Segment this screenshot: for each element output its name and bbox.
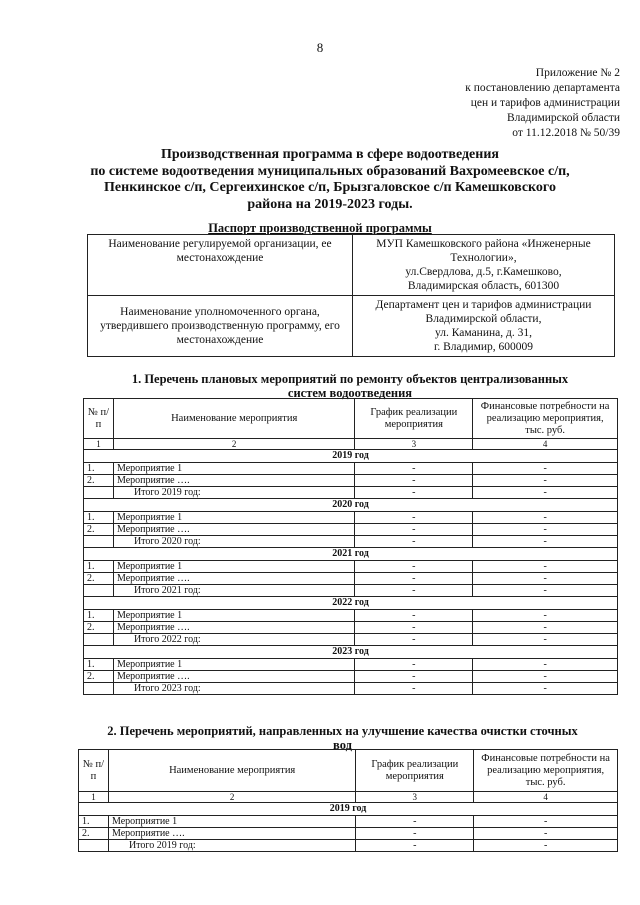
schedule-value: - bbox=[355, 573, 473, 585]
column-number: 4 bbox=[474, 792, 618, 803]
row-number: 2. bbox=[79, 828, 109, 840]
measure-name: Мероприятие …. bbox=[113, 475, 354, 487]
column-number: 3 bbox=[355, 439, 473, 450]
column-number-row bbox=[79, 792, 618, 803]
total-row bbox=[84, 683, 618, 695]
column-number: 4 bbox=[473, 439, 618, 450]
table-header-row bbox=[79, 750, 618, 792]
total-label: Итого 2020 год: bbox=[113, 536, 354, 548]
section1-table bbox=[83, 398, 618, 695]
finance-value: - bbox=[473, 561, 618, 573]
org-value bbox=[353, 235, 615, 296]
total-label: Итого 2023 год: bbox=[113, 683, 354, 695]
section-title-line: вод bbox=[333, 738, 352, 752]
table-row bbox=[79, 828, 618, 840]
header-finance: Финансовые потребности на реализацию мероприятия, тыс. руб. bbox=[474, 750, 618, 792]
table-row bbox=[84, 475, 618, 487]
total-row bbox=[84, 536, 618, 548]
header-num: № п/п bbox=[79, 750, 109, 792]
row-number: 1. bbox=[84, 610, 114, 622]
table-row bbox=[84, 671, 618, 683]
total-row bbox=[79, 840, 618, 852]
total-finance: - bbox=[473, 487, 618, 499]
table-row bbox=[84, 561, 618, 573]
schedule-value: - bbox=[356, 816, 474, 828]
column-number: 2 bbox=[113, 439, 354, 450]
finance-value: - bbox=[473, 573, 618, 585]
schedule-value: - bbox=[355, 475, 473, 487]
row-number bbox=[84, 683, 114, 695]
section2-table-wrap bbox=[78, 749, 618, 852]
row-number bbox=[84, 585, 114, 597]
schedule-value: - bbox=[355, 524, 473, 536]
title-line: по системе водоотведения муниципальных образований Вахромеевское с/п, bbox=[90, 163, 570, 179]
table-header-row bbox=[84, 399, 618, 439]
org-line: Технологии», bbox=[450, 252, 517, 264]
year-row bbox=[79, 803, 618, 816]
total-row bbox=[84, 487, 618, 499]
table-row bbox=[84, 463, 618, 475]
finance-value: - bbox=[473, 622, 618, 634]
total-label: Итого 2019 год: bbox=[108, 840, 355, 852]
row-number bbox=[84, 634, 114, 646]
header-name: Наименование мероприятия bbox=[113, 399, 354, 439]
authority-line: г. Владимир, 600009 bbox=[433, 341, 534, 353]
total-finance: - bbox=[473, 536, 618, 548]
schedule-value: - bbox=[355, 622, 473, 634]
section-title-line: 2. Перечень мероприятий, направленных на улучшение качества очистки сточных bbox=[107, 724, 578, 738]
appendix-line: от 11.12.2018 № 50/39 bbox=[512, 127, 620, 139]
page-number: 8 bbox=[316, 40, 324, 55]
row-number bbox=[84, 536, 114, 548]
appendix-line: цен и тарифов администрации bbox=[470, 97, 620, 109]
document-title bbox=[70, 147, 590, 213]
org-line: Владимирская область, 601300 bbox=[407, 280, 560, 292]
authority-line: Департамент цен и тарифов администрации bbox=[375, 299, 592, 311]
section2-title bbox=[55, 724, 630, 752]
total-schedule: - bbox=[355, 683, 473, 695]
year-label: 2019 год bbox=[79, 803, 618, 816]
row-number: 1. bbox=[84, 659, 114, 671]
row-number: 1. bbox=[84, 463, 114, 475]
schedule-value: - bbox=[356, 828, 474, 840]
year-label: 2023 год bbox=[84, 646, 618, 659]
total-finance: - bbox=[473, 634, 618, 646]
column-number: 3 bbox=[356, 792, 474, 803]
total-label: Итого 2022 год: bbox=[113, 634, 354, 646]
column-number: 1 bbox=[84, 439, 114, 450]
authority-line: ул. Каманина, д. 31, bbox=[435, 327, 532, 339]
year-row bbox=[84, 597, 618, 610]
year-label: 2021 год bbox=[84, 548, 618, 561]
passport-table bbox=[87, 234, 615, 357]
total-finance: - bbox=[473, 585, 618, 597]
column-number-row bbox=[84, 439, 618, 450]
column-number: 1 bbox=[79, 792, 109, 803]
header-schedule: График реализации мероприятия bbox=[356, 750, 474, 792]
row-number: 1. bbox=[84, 512, 114, 524]
row-number: 1. bbox=[79, 816, 109, 828]
table-row bbox=[84, 512, 618, 524]
finance-value: - bbox=[473, 524, 618, 536]
total-schedule: - bbox=[356, 840, 474, 852]
total-schedule: - bbox=[355, 585, 473, 597]
title-line: района на 2019-2023 годы. bbox=[247, 196, 413, 212]
row-number: 1. bbox=[84, 561, 114, 573]
appendix-note bbox=[400, 66, 620, 141]
year-row bbox=[84, 646, 618, 659]
finance-value: - bbox=[473, 463, 618, 475]
measure-name: Мероприятие 1 bbox=[113, 512, 354, 524]
section1-title bbox=[70, 372, 630, 400]
total-label: Итого 2019 год: bbox=[113, 487, 354, 499]
measure-name: Мероприятие 1 bbox=[113, 463, 354, 475]
measure-name: Мероприятие 1 bbox=[113, 610, 354, 622]
total-finance: - bbox=[474, 840, 618, 852]
finance-value: - bbox=[474, 828, 618, 840]
table-row bbox=[84, 610, 618, 622]
column-number: 2 bbox=[108, 792, 355, 803]
passport-title: Паспорт производственной программы bbox=[208, 221, 432, 235]
measure-name: Мероприятие …. bbox=[113, 622, 354, 634]
title-line: Производственная программа в сфере водоотведения bbox=[161, 147, 499, 162]
total-schedule: - bbox=[355, 634, 473, 646]
measure-name: Мероприятие 1 bbox=[108, 816, 355, 828]
schedule-value: - bbox=[355, 463, 473, 475]
schedule-value: - bbox=[355, 561, 473, 573]
header-num: № п/п bbox=[84, 399, 114, 439]
title-line: Пенкинское с/п, Сергеихинское с/п, Брызгаловское с/п Камешковского bbox=[104, 180, 556, 195]
finance-value: - bbox=[474, 816, 618, 828]
authority-value bbox=[353, 296, 615, 357]
finance-value: - bbox=[473, 475, 618, 487]
section1-table-wrap bbox=[83, 398, 618, 695]
total-schedule: - bbox=[355, 487, 473, 499]
org-label: Наименование регулируемой организации, ее местонахождение bbox=[88, 235, 353, 296]
authority-line: Владимирской области, bbox=[425, 313, 542, 325]
row-number: 2. bbox=[84, 573, 114, 585]
row-number: 2. bbox=[84, 671, 114, 683]
year-label: 2020 год bbox=[84, 499, 618, 512]
section2-table bbox=[78, 749, 618, 852]
total-finance: - bbox=[473, 683, 618, 695]
year-label: 2019 год bbox=[84, 450, 618, 463]
finance-value: - bbox=[473, 512, 618, 524]
header-finance: Финансовые потребности на реализацию мероприятия, тыс. руб. bbox=[473, 399, 618, 439]
table-row bbox=[84, 622, 618, 634]
schedule-value: - bbox=[355, 659, 473, 671]
year-row bbox=[84, 499, 618, 512]
authority-label: Наименование уполномоченного органа, утвердившего производственную программу, его местонахождение bbox=[88, 296, 353, 357]
appendix-line: Владимирской области bbox=[506, 112, 620, 124]
schedule-value: - bbox=[355, 610, 473, 622]
total-row bbox=[84, 634, 618, 646]
passport-row bbox=[88, 296, 615, 357]
measure-name: Мероприятие …. bbox=[108, 828, 355, 840]
year-row bbox=[84, 548, 618, 561]
passport-row bbox=[88, 235, 615, 296]
org-line: ул.Свердлова, д.5, г.Камешково, bbox=[405, 266, 562, 278]
table-row bbox=[84, 659, 618, 671]
total-label: Итого 2021 год: bbox=[113, 585, 354, 597]
table-row bbox=[84, 573, 618, 585]
year-label: 2022 год bbox=[84, 597, 618, 610]
total-row bbox=[84, 585, 618, 597]
appendix-line: к постановлению департамента bbox=[465, 82, 620, 94]
measure-name: Мероприятие …. bbox=[113, 671, 354, 683]
section-title-line: систем водоотведения bbox=[287, 386, 413, 400]
org-line: МУП Камешковского района «Инженерные bbox=[376, 238, 591, 250]
section-title-line: 1. Перечень плановых мероприятий по ремонту объектов централизованных bbox=[131, 372, 569, 386]
finance-value: - bbox=[473, 659, 618, 671]
measure-name: Мероприятие 1 bbox=[113, 659, 354, 671]
row-number: 2. bbox=[84, 622, 114, 634]
measure-name: Мероприятие …. bbox=[113, 524, 354, 536]
total-schedule: - bbox=[355, 536, 473, 548]
measure-name: Мероприятие …. bbox=[113, 573, 354, 585]
table-row bbox=[84, 524, 618, 536]
header-name: Наименование мероприятия bbox=[108, 750, 355, 792]
row-number bbox=[84, 487, 114, 499]
schedule-value: - bbox=[355, 671, 473, 683]
row-number bbox=[79, 840, 109, 852]
appendix-line: Приложение № 2 bbox=[535, 67, 620, 79]
year-row bbox=[84, 450, 618, 463]
finance-value: - bbox=[473, 671, 618, 683]
schedule-value: - bbox=[355, 512, 473, 524]
measure-name: Мероприятие 1 bbox=[113, 561, 354, 573]
row-number: 2. bbox=[84, 475, 114, 487]
table-row bbox=[79, 816, 618, 828]
row-number: 2. bbox=[84, 524, 114, 536]
finance-value: - bbox=[473, 610, 618, 622]
header-schedule: График реализации мероприятия bbox=[355, 399, 473, 439]
